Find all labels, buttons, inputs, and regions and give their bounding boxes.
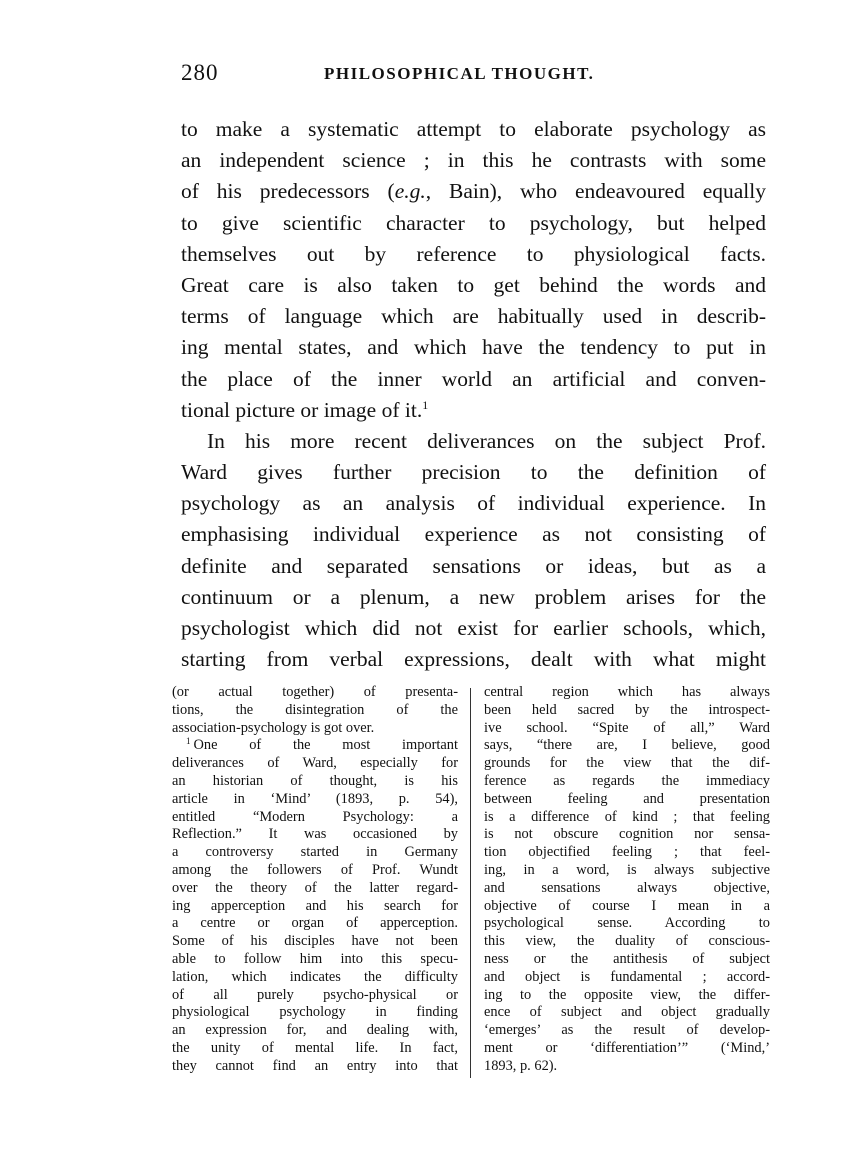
- footnote-line: among the followers of Prof. Wundt: [172, 861, 458, 878]
- body-line: Ward gives further precision to the definition of: [181, 460, 766, 485]
- running-title: PHILOSOPHICAL THOUGHT.: [324, 64, 595, 83]
- footnote-line: (or actual together) of presenta-: [172, 684, 458, 700]
- eg-abbrev: e.g.: [394, 179, 426, 204]
- footnote-line: 1893, p. 62).: [484, 1057, 558, 1074]
- footnote-line: ence of subject and object gradually: [484, 1004, 770, 1021]
- footnote-line: ference as regards the immediacy: [484, 772, 770, 789]
- body-line: terms of language which are habitually used in describ-: [181, 304, 766, 329]
- body-line: ing mental states, and which have the tendency to put in: [181, 335, 766, 360]
- body-line: psychologist which did not exist for earlier schools, which,: [181, 616, 766, 640]
- page-number: 280: [181, 60, 219, 85]
- footnote-line: ing apperception and his search for: [172, 897, 458, 914]
- footnote-line: and object is fundamental ; accord-: [484, 968, 770, 985]
- footnote-column-right: [484, 684, 770, 1076]
- column-divider: [470, 688, 471, 1078]
- body-line: continuum or a plenum, a new problem arises for the: [181, 584, 766, 609]
- footnote-line: deliverances of Ward, especially for: [172, 755, 458, 772]
- footnote-line: able to follow him into this specu-: [172, 950, 458, 967]
- footnote-line: of all purely psycho-physical or: [172, 986, 458, 1003]
- footnote-line: an expression for, and dealing with,: [172, 1022, 458, 1039]
- body-line: starting from verbal expressions, dealt with what might: [181, 647, 766, 672]
- footnote-line: ive school. “Spite of all,” Ward: [484, 719, 770, 736]
- footnote-line: tions, the disintegration of the: [172, 701, 458, 718]
- footnote-line: Reflection.” It was occasioned by: [172, 826, 458, 843]
- footnote-line: ing to the opposite view, the differ-: [484, 986, 770, 1003]
- body-line-end: , Bain), who endeavoured equally: [425, 179, 766, 204]
- body-line: [181, 395, 766, 426]
- footnote-text: One of the most important: [193, 737, 458, 754]
- footnote-line: physiological psychology in finding: [172, 1004, 458, 1021]
- footnote-line: entitled “Modern Psychology: a: [172, 808, 458, 825]
- body-line: psychology as an analysis of individual experience. In: [181, 491, 766, 516]
- body-line: In his more recent deliverances on the subject Prof.: [207, 428, 766, 453]
- footnote-column-left: [172, 684, 458, 1076]
- body-line: to make a systematic attempt to elaborate psychology as: [181, 117, 766, 141]
- footnote-line: Some of his disciples have not been: [172, 933, 458, 950]
- footnote-line: a controversy started in Germany: [172, 844, 458, 861]
- footnote-line: grounds for the view that the dif-: [484, 755, 770, 772]
- footnote-line: ing, in a word, is always subjective: [484, 861, 770, 878]
- page-header: [181, 60, 781, 90]
- footnote-line: is a difference of kind ; that feeling: [484, 808, 770, 825]
- footnotes: [172, 684, 772, 1084]
- footnote-line: psychological sense. According to: [484, 915, 770, 932]
- body-line: the place of the inner world an artificial and conven-: [181, 366, 766, 391]
- footnote-line: they cannot find an entry into that: [172, 1057, 458, 1074]
- body-line: an independent science ; in this he contrasts with some: [181, 148, 766, 173]
- footnote-line: and sensations always objective,: [484, 879, 770, 896]
- footnote-line: an historian of thought, is his: [172, 772, 458, 789]
- body-line: themselves out by reference to physiological facts.: [181, 241, 766, 266]
- footnote-line: ness or the antithesis of subject: [484, 950, 770, 967]
- footnote-reference: 1: [422, 397, 429, 412]
- paragraph-end-text: tional picture or image of it.: [181, 397, 423, 422]
- body-line: emphasising individual experience as not consisting of: [181, 522, 766, 547]
- body-line: to give scientific character to psychology, but helped: [181, 210, 766, 235]
- footnote-line: lation, which indicates the difficulty: [172, 968, 458, 985]
- body-line: Great care is also taken to get behind the words and: [181, 272, 766, 297]
- footnote-line: a centre or organ of apperception.: [172, 915, 458, 932]
- footnote-line: association-psychology is got over.: [172, 719, 375, 736]
- footnote-line: article in ‘Mind’ (1893, p. 54),: [172, 790, 458, 807]
- footnote-line: been held sacred by the introspect-: [484, 701, 770, 718]
- footnote-line: ‘emerges’ as the result of develop-: [484, 1022, 770, 1039]
- footnote-line: tion objectified feeling ; that feel-: [484, 844, 770, 861]
- footnote-line: over the theory of the latter regard-: [172, 879, 458, 896]
- footnote-line: this view, the duality of conscious-: [484, 933, 770, 950]
- body-line: definite and separated sensations or ideas, but as a: [181, 553, 766, 578]
- footnote-line: objective of course I mean in a: [484, 897, 770, 914]
- footnote-marker: 1: [186, 736, 191, 747]
- footnote-line: ment or ‘differentiation’” (‘Mind,’: [484, 1039, 770, 1056]
- body-line: [181, 176, 766, 207]
- footnote-line: the unity of mental life. In fact,: [172, 1039, 458, 1056]
- footnote-line: [172, 737, 458, 755]
- footnote-line: central region which has always: [484, 684, 770, 700]
- body-line-start: of his predecessors (: [181, 179, 395, 204]
- footnote-line: is not obscure cognition nor sensa-: [484, 826, 770, 843]
- body-text: [181, 114, 766, 675]
- footnote-line: says, “there are, I believe, good: [484, 737, 770, 754]
- footnote-line: between feeling and presentation: [484, 790, 770, 807]
